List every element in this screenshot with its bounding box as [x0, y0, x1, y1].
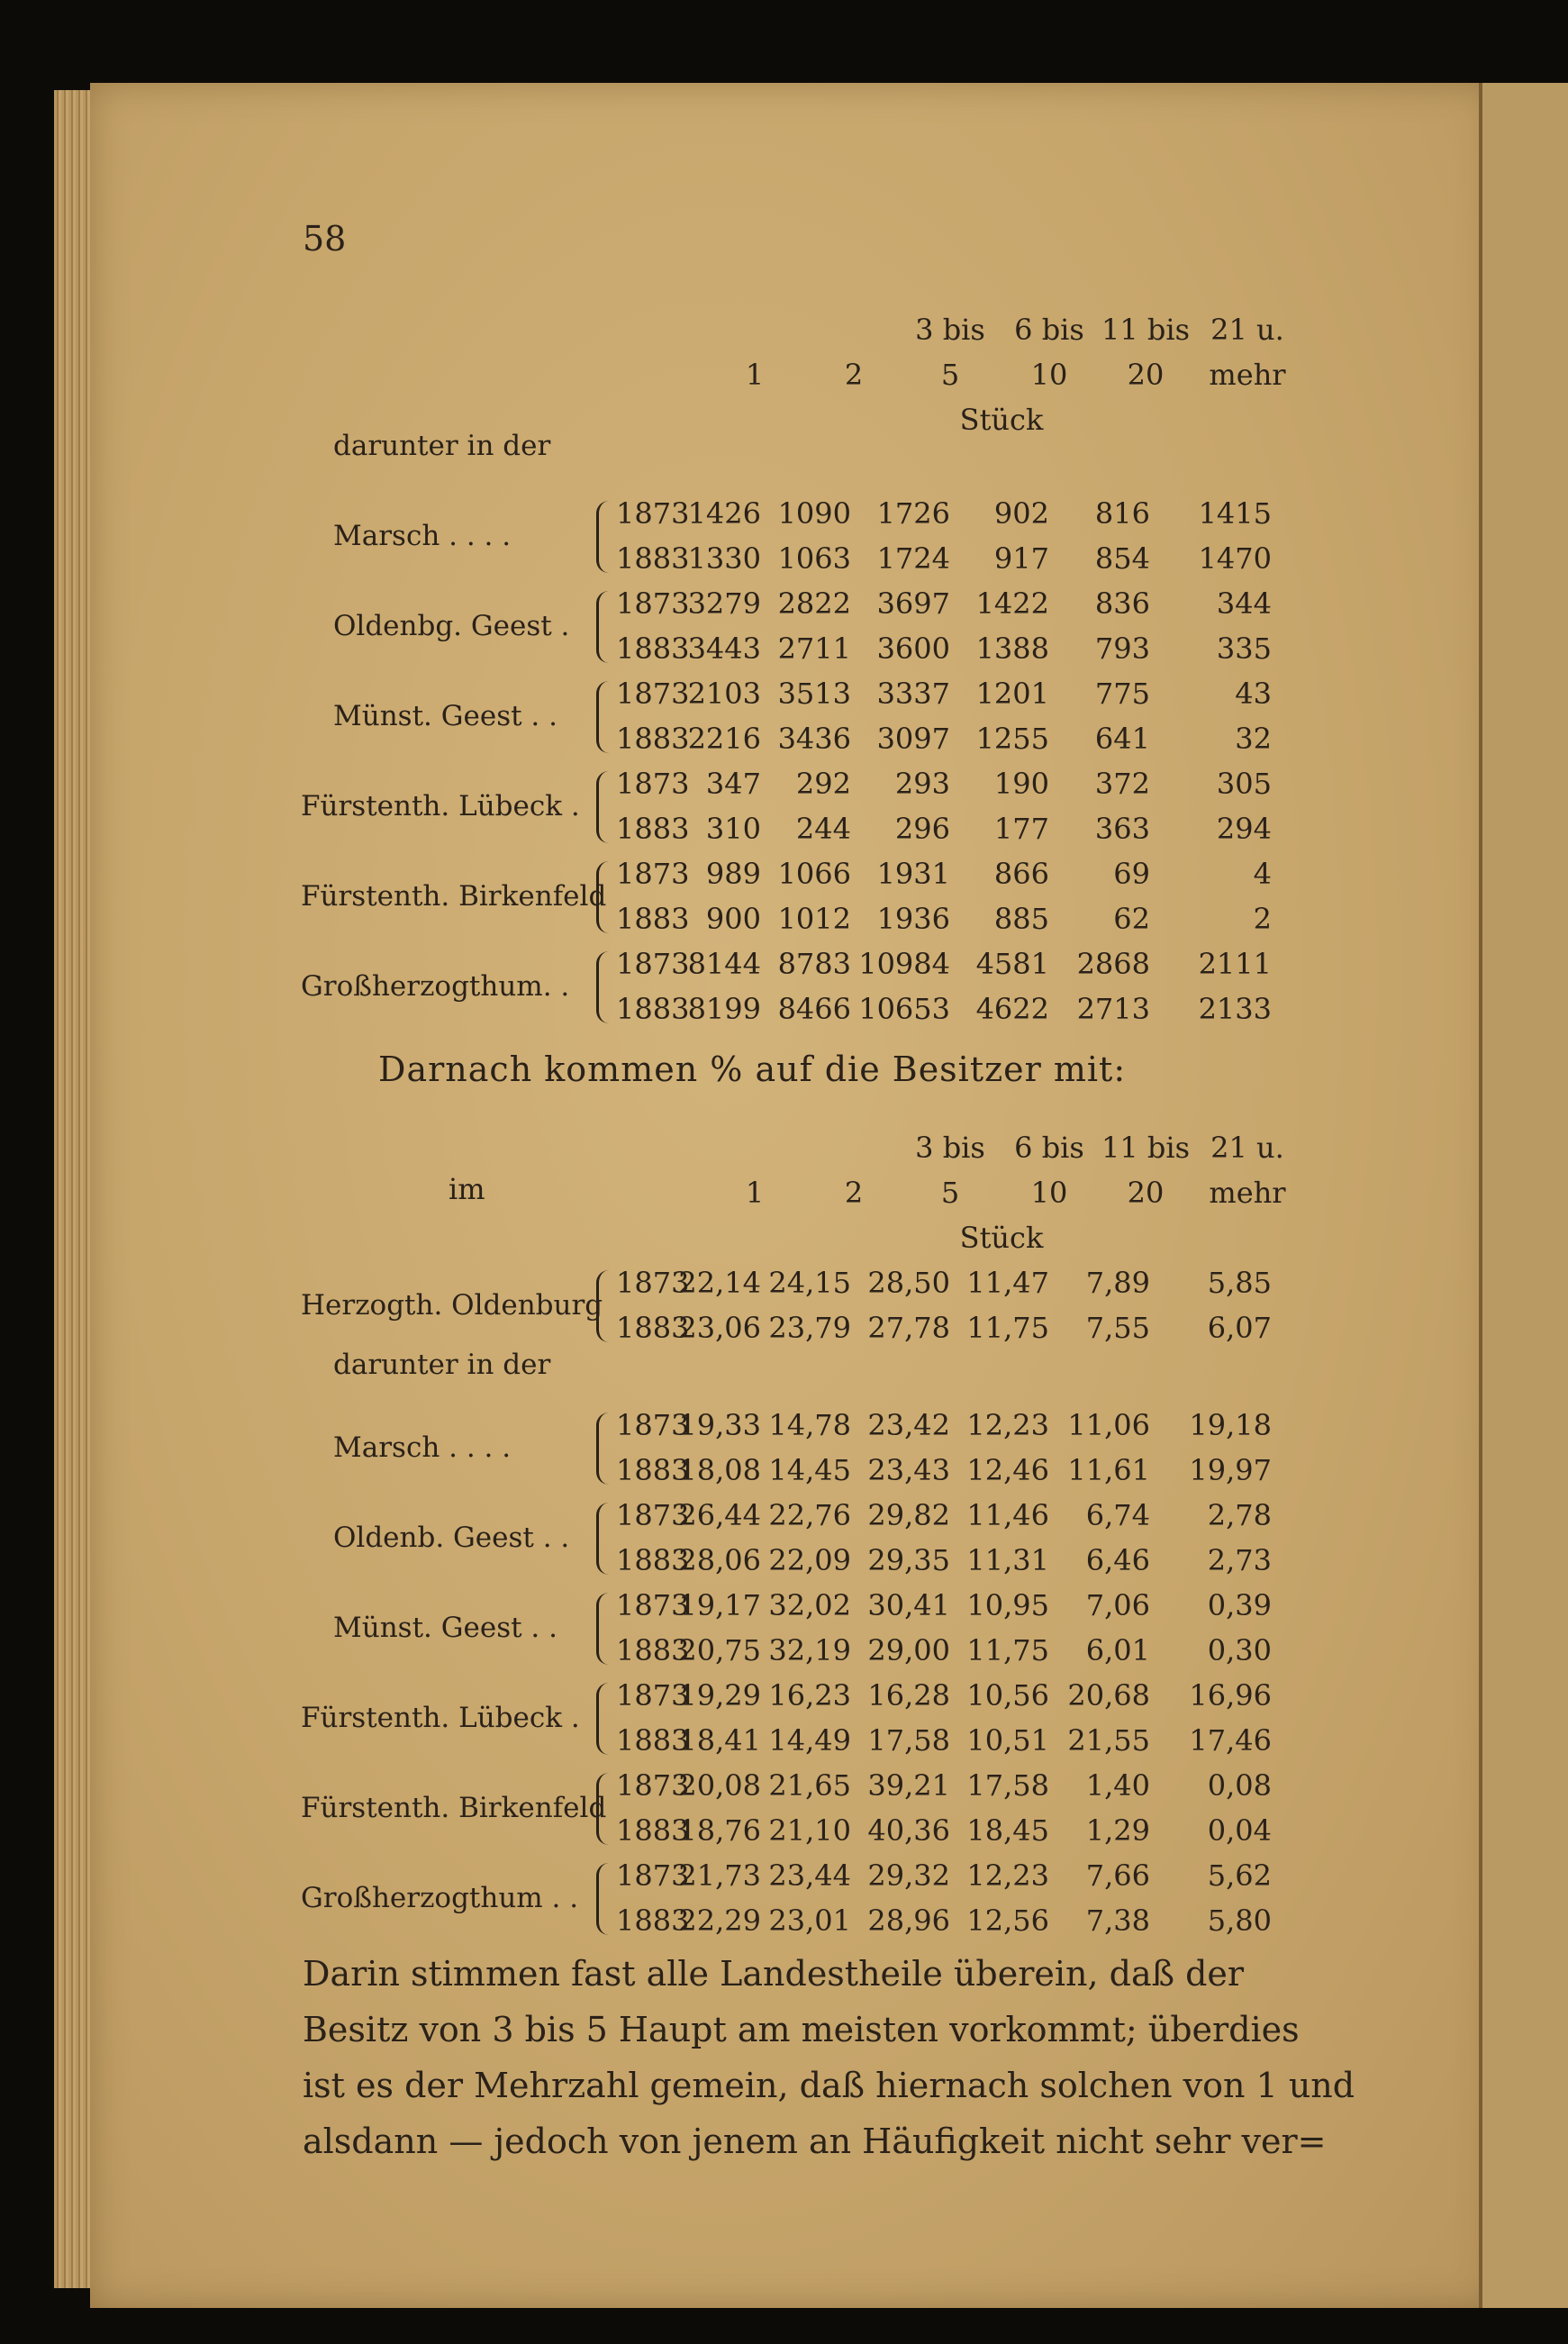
table1-cell: 244 [795, 812, 851, 846]
table2-cell: 23,01 [768, 1903, 851, 1938]
table1-year: 1883 [616, 992, 690, 1026]
table2-cell: 19,17 [678, 1588, 761, 1622]
table2-cell: 21,73 [678, 1858, 761, 1893]
table1-row-brace [596, 591, 612, 663]
table2-cell: 5,62 [1207, 1858, 1272, 1893]
table2-cell: 18,08 [678, 1453, 761, 1487]
table1-cell: 8783 [777, 947, 851, 981]
table2-cell: 26,44 [678, 1498, 761, 1532]
table2-cell: 32,02 [768, 1588, 851, 1622]
table2-cell: 20,75 [678, 1633, 761, 1667]
table2-cell: 17,46 [1189, 1723, 1272, 1758]
table2-year: 1883 [616, 1723, 690, 1758]
table1-cell: 292 [795, 767, 851, 801]
table1-row-brace [596, 951, 612, 1023]
table2-cell: 12,23 [966, 1858, 1049, 1893]
table2-cell: 23,06 [678, 1311, 761, 1345]
table1-header-top: 11 bis [1101, 313, 1191, 347]
table2-cell: 10,56 [966, 1678, 1049, 1713]
table1-cell: 1422 [975, 586, 1049, 621]
facing-page-edge [1479, 83, 1568, 2308]
table1-cell: 1201 [975, 677, 1049, 711]
table1-cell: 3513 [777, 677, 851, 711]
table1-cell: 69 [1113, 857, 1150, 891]
table2-cell: 11,06 [1067, 1408, 1150, 1442]
table1-cell: 10653 [858, 992, 950, 1026]
table2-header-bottom: 1 [745, 1176, 765, 1210]
table1-row-brace [596, 501, 612, 573]
table1-cell: 1330 [687, 541, 761, 576]
table2-cell: 12,56 [966, 1903, 1049, 1938]
table1-cell: 1066 [777, 857, 851, 891]
table1-cell: 305 [1216, 767, 1272, 801]
table1-cell: 296 [894, 812, 950, 846]
table1-year: 1873 [616, 857, 690, 891]
table1-cell: 344 [1216, 586, 1272, 621]
table2-cell: 11,75 [966, 1633, 1049, 1667]
table1-header-bottom: mehr [1209, 358, 1286, 392]
table2-cell: 23,42 [867, 1408, 950, 1442]
table1-cell: 363 [1094, 812, 1150, 846]
table2-col-label: im [449, 1172, 485, 1206]
table1-cell: 32 [1235, 722, 1272, 756]
table1-cell: 2216 [687, 722, 761, 756]
table1-cell: 3600 [876, 631, 950, 666]
table1-header-bottom: 5 [940, 358, 960, 392]
table2-cell: 7,06 [1085, 1588, 1150, 1622]
table2-cell: 22,29 [678, 1903, 761, 1938]
table1-cell: 2103 [687, 677, 761, 711]
table1-cell: 3436 [777, 722, 851, 756]
table2-header-top: 3 bis [915, 1131, 985, 1165]
table2-cell: 6,74 [1085, 1498, 1150, 1532]
table2-cell: 2,78 [1207, 1498, 1272, 1532]
section-heading: Darnach kommen % auf die Besitzer mit: [378, 1049, 1127, 1089]
table2-year: 1873 [616, 1266, 690, 1300]
table2-cell: 7,38 [1085, 1903, 1150, 1938]
table1-cell: 8466 [777, 992, 851, 1026]
table1-cell: 866 [993, 857, 1049, 891]
table2-cell: 1,40 [1085, 1768, 1150, 1803]
table2-cell: 19,97 [1189, 1453, 1272, 1487]
table2-region-label: Fürstenth. Lübeck . [301, 1702, 580, 1734]
table1-cell: 1470 [1198, 541, 1272, 576]
table1-unit: Stück [959, 403, 1044, 437]
table1-year: 1873 [616, 947, 690, 981]
table1-year: 1883 [616, 812, 690, 846]
table1-cell: 335 [1216, 631, 1272, 666]
table1-cell: 1415 [1198, 496, 1272, 531]
table1-cell: 1063 [777, 541, 851, 576]
table2-cell: 17,58 [867, 1723, 950, 1758]
table2-cell: 14,78 [768, 1408, 851, 1442]
table2-cell: 21,10 [768, 1813, 851, 1848]
table1-cell: 917 [993, 541, 1049, 576]
table1-cell: 8199 [687, 992, 761, 1026]
table1-cell: 1426 [687, 496, 761, 531]
table1-cell: 3279 [687, 586, 761, 621]
table1-cell: 43 [1235, 677, 1272, 711]
table1-cell: 3097 [876, 722, 950, 756]
table1-cell: 816 [1094, 496, 1150, 531]
table2-cell: 6,07 [1207, 1311, 1272, 1345]
paragraph-line: Besitz von 3 bis 5 Haupt am meisten vorkommt; überdies [303, 2010, 1300, 2049]
table2-cell: 20,08 [678, 1768, 761, 1803]
table1-cell: 62 [1113, 902, 1150, 936]
table1-cell: 989 [705, 857, 761, 891]
table2-header-bottom: 20 [1127, 1176, 1165, 1210]
table2-year: 1873 [616, 1768, 690, 1803]
table2-cell: 1,29 [1085, 1813, 1150, 1848]
table1-region-label: Marsch . . . . [333, 520, 512, 552]
table1-cell: 2 [1253, 902, 1272, 936]
table1-cell: 1931 [876, 857, 950, 891]
table2-cell: 7,55 [1085, 1311, 1150, 1345]
table2-group-label: darunter in der [333, 1349, 551, 1381]
table2-cell: 10,51 [966, 1723, 1049, 1758]
table1-year: 1883 [616, 541, 690, 576]
table1-header-bottom: 2 [844, 358, 864, 392]
table2-cell: 7,66 [1085, 1858, 1150, 1893]
table2-cell: 0,04 [1207, 1813, 1272, 1848]
table1-cell: 793 [1094, 631, 1150, 666]
table2-cell: 28,96 [867, 1903, 950, 1938]
table1-cell: 3697 [876, 586, 950, 621]
table2-header-top: 21 u. [1210, 1131, 1284, 1165]
table1-region-label: Fürstenth. Birkenfeld [301, 880, 607, 913]
table2-cell: 19,29 [678, 1678, 761, 1713]
table1-cell: 2868 [1076, 947, 1150, 981]
table1-year: 1883 [616, 631, 690, 666]
table2-row-brace [596, 1593, 612, 1665]
table2-cell: 5,85 [1207, 1266, 1272, 1300]
table1-year: 1873 [616, 586, 690, 621]
table1-cell: 1255 [975, 722, 1049, 756]
table2-cell: 20,68 [1067, 1678, 1150, 1713]
table2-cell: 7,89 [1085, 1266, 1150, 1300]
table1-cell: 3337 [876, 677, 950, 711]
table2-cell: 21,55 [1067, 1723, 1150, 1758]
table1-row-brace [596, 861, 612, 933]
table2-year: 1873 [616, 1588, 690, 1622]
table2-year: 1883 [616, 1543, 690, 1577]
table1-cell: 177 [993, 812, 1049, 846]
table1-cell: 1724 [876, 541, 950, 576]
table2-cell: 11,61 [1067, 1453, 1150, 1487]
table2-header-top: 6 bis [1014, 1131, 1084, 1165]
table2-cell: 16,23 [768, 1678, 851, 1713]
table2-unit: Stück [959, 1221, 1044, 1255]
table2-row-brace [596, 1503, 612, 1575]
table2-year: 1873 [616, 1408, 690, 1442]
table2-cell: 29,82 [867, 1498, 950, 1532]
table1-cell: 3443 [687, 631, 761, 666]
table2-header-top: 11 bis [1101, 1131, 1191, 1165]
table2-year: 1883 [616, 1453, 690, 1487]
table2-cell: 11,75 [966, 1311, 1049, 1345]
table1-cell: 2713 [1076, 992, 1150, 1026]
table1-cell: 4581 [975, 947, 1049, 981]
table1-cell: 347 [705, 767, 761, 801]
table2-cell: 16,28 [867, 1678, 950, 1713]
table1-region-label: Oldenbg. Geest . [333, 610, 570, 642]
table2-row-brace [596, 1863, 612, 1935]
table2-cell: 18,45 [966, 1813, 1049, 1848]
table2-year: 1873 [616, 1858, 690, 1893]
table1-group-label: darunter in der [333, 430, 551, 462]
table2-region-label: Marsch . . . . [333, 1431, 512, 1464]
table2-cell: 14,45 [768, 1453, 851, 1487]
table1-cell: 902 [993, 496, 1049, 531]
table1-year: 1873 [616, 767, 690, 801]
table2-region-label: Großherzogthum . . [301, 1882, 579, 1914]
table1-cell: 900 [705, 902, 761, 936]
table2-header-bottom: mehr [1209, 1176, 1286, 1210]
table1-cell: 2822 [777, 586, 851, 621]
table1-cell: 190 [993, 767, 1049, 801]
table2-cell: 23,44 [768, 1858, 851, 1893]
table2-cell: 5,80 [1207, 1903, 1272, 1938]
table2-cell: 27,78 [867, 1311, 950, 1345]
table1-cell: 641 [1094, 722, 1150, 756]
table2-cell: 28,50 [867, 1266, 950, 1300]
table2-cell: 29,35 [867, 1543, 950, 1577]
table1-year: 1873 [616, 496, 690, 531]
table2-cell: 11,46 [966, 1498, 1049, 1532]
table2-cell: 6,46 [1085, 1543, 1150, 1577]
table1-year: 1873 [616, 677, 690, 711]
table2-cell: 40,36 [867, 1813, 950, 1848]
table2-cell: 39,21 [867, 1768, 950, 1803]
table2-year: 1873 [616, 1678, 690, 1713]
table2-cell: 6,01 [1085, 1633, 1150, 1667]
table2-year: 1883 [616, 1633, 690, 1667]
table2-year: 1883 [616, 1311, 690, 1345]
table2-cell: 29,32 [867, 1858, 950, 1893]
paragraph-line: Darin stimmen fast alle Landestheile überein, daß der [303, 1954, 1245, 1994]
table2-year: 1883 [616, 1813, 690, 1848]
table2-cell: 16,96 [1189, 1678, 1272, 1713]
table1-region-label: Großherzogthum. . [301, 970, 570, 1003]
table2-header-bottom: 2 [844, 1176, 864, 1210]
table2-row-brace [596, 1413, 612, 1485]
table1-region-label: Münst. Geest . . [333, 700, 557, 732]
table1-cell: 885 [993, 902, 1049, 936]
table2-cell: 12,23 [966, 1408, 1049, 1442]
table1-cell: 372 [1094, 767, 1150, 801]
table1-header-bottom: 20 [1127, 358, 1165, 392]
table2-cell: 28,06 [678, 1543, 761, 1577]
table2-region-label: Oldenb. Geest . . [333, 1522, 570, 1554]
table1-year: 1883 [616, 722, 690, 756]
table1-cell: 4 [1253, 857, 1272, 891]
table1-cell: 2711 [777, 631, 851, 666]
table1-region-label: Fürstenth. Lübeck . [301, 790, 580, 822]
table1-row-brace [596, 681, 612, 753]
table1-cell: 1726 [876, 496, 950, 531]
table2-cell: 11,31 [966, 1543, 1049, 1577]
table2-cell: 14,49 [768, 1723, 851, 1758]
table2-cell: 19,18 [1189, 1408, 1272, 1442]
table1-cell: 4622 [975, 992, 1049, 1026]
table2-cell: 11,47 [966, 1266, 1049, 1300]
table1-cell: 1936 [876, 902, 950, 936]
table2-header-bottom: 10 [1030, 1176, 1068, 1210]
table1-header-top: 3 bis [915, 313, 985, 347]
table1-header-top: 21 u. [1210, 313, 1284, 347]
table1-cell: 310 [705, 812, 761, 846]
paragraph-line: ist es der Mehrzahl gemein, daß hiernach solchen von 1 und [303, 2066, 1355, 2105]
table2-cell: 23,79 [768, 1311, 851, 1345]
table2-cell: 22,09 [768, 1543, 851, 1577]
table1-cell: 1012 [777, 902, 851, 936]
table1-row-brace [596, 771, 612, 843]
table1-cell: 293 [894, 767, 950, 801]
table1-header-bottom: 1 [745, 358, 765, 392]
table2-cell: 30,41 [867, 1588, 950, 1622]
table1-header-top: 6 bis [1014, 313, 1084, 347]
table2-cell: 2,73 [1207, 1543, 1272, 1577]
table2-year: 1873 [616, 1498, 690, 1532]
table2-cell: 0,08 [1207, 1768, 1272, 1803]
table1-cell: 8144 [687, 947, 761, 981]
table2-cell: 24,15 [768, 1266, 851, 1300]
table2-cell: 23,43 [867, 1453, 950, 1487]
table2-cell: 18,41 [678, 1723, 761, 1758]
table2-cell: 17,58 [966, 1768, 1049, 1803]
table2-row-brace [596, 1773, 612, 1845]
table2-cell: 12,46 [966, 1453, 1049, 1487]
table1-year: 1883 [616, 902, 690, 936]
page-number: 58 [303, 219, 347, 259]
table2-region-label: Herzogth. Oldenburg [301, 1289, 603, 1322]
table2-cell: 29,00 [867, 1633, 950, 1667]
table2-cell: 0,30 [1207, 1633, 1272, 1667]
table2-cell: 0,39 [1207, 1588, 1272, 1622]
table2-header-bottom: 5 [940, 1176, 960, 1210]
table1-header-bottom: 10 [1030, 358, 1068, 392]
table1-cell: 2133 [1198, 992, 1272, 1026]
table2-cell: 21,65 [768, 1768, 851, 1803]
table1-cell: 2111 [1198, 947, 1272, 981]
table1-cell: 10984 [858, 947, 950, 981]
table1-cell: 1090 [777, 496, 851, 531]
paragraph-line: alsdann — jedoch von jenem an Häufigkeit nicht sehr ver= [303, 2121, 1327, 2161]
table2-region-label: Münst. Geest . . [333, 1612, 557, 1644]
table1-cell: 1388 [975, 631, 1049, 666]
table2-row-brace [596, 1683, 612, 1755]
table2-year: 1883 [616, 1903, 690, 1938]
table1-cell: 854 [1094, 541, 1150, 576]
table1-cell: 775 [1094, 677, 1150, 711]
table2-row-brace [596, 1270, 612, 1342]
table2-region-label: Fürstenth. Birkenfeld [301, 1792, 607, 1824]
table2-cell: 19,33 [678, 1408, 761, 1442]
table1-cell: 836 [1094, 586, 1150, 621]
table2-cell: 10,95 [966, 1588, 1049, 1622]
table2-cell: 18,76 [678, 1813, 761, 1848]
table2-cell: 32,19 [768, 1633, 851, 1667]
table1-cell: 294 [1216, 812, 1272, 846]
table2-cell: 22,14 [678, 1266, 761, 1300]
table2-cell: 22,76 [768, 1498, 851, 1532]
